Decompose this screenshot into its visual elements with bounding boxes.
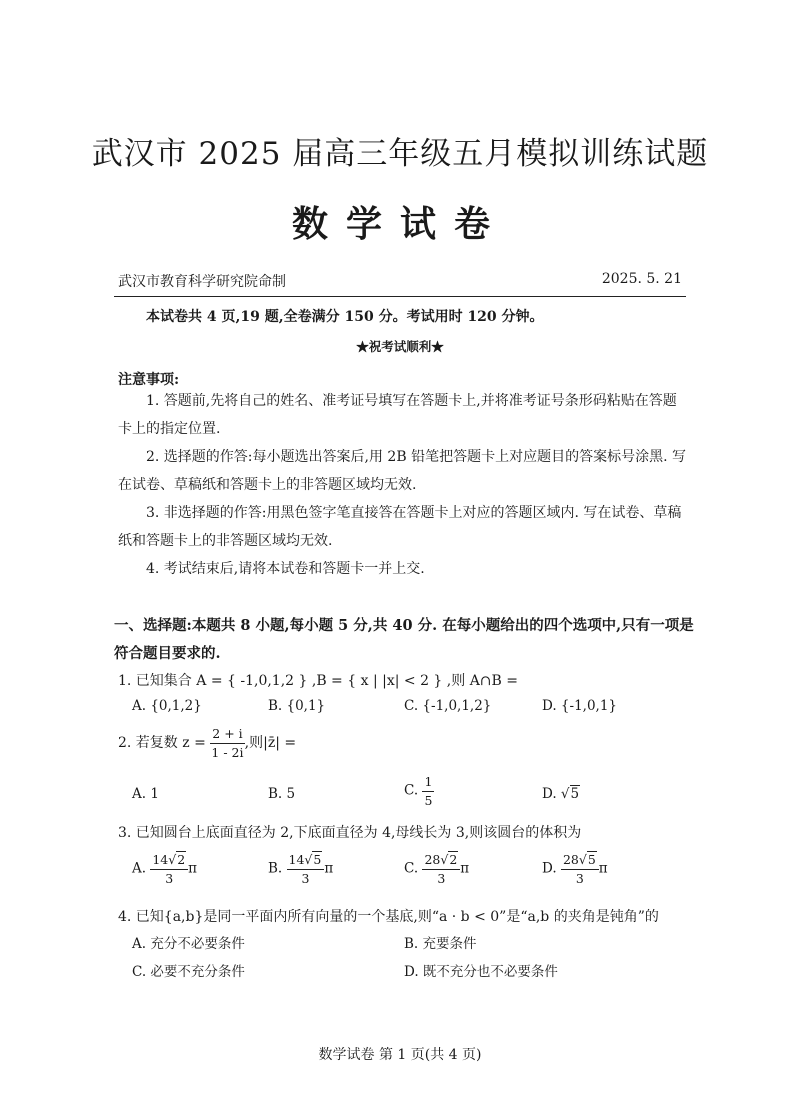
section-heading: 一、选择题:本题共 8 小题,每小题 5 分,共 40 分. 在每小题给出的四个选项中,只有一项是符合题目要求的. (114, 617, 694, 662)
question-4-option-c: C. 必要不充分条件 (132, 964, 245, 980)
exam-date: 2025. 5. 21 (601, 271, 682, 287)
question-3-stem: 3. 已知圆台上底面直径为 2,下底面直径为 4,母线长为 3,则该圆台的体积为 (118, 825, 582, 841)
question-1-stem: 1. 已知集合 A = { -1,0,1,2 } ,B = { x | |x| < 2 } ,则 A∩B = (118, 673, 518, 689)
notice-item: 4. 考试结束后,请将本试卷和答题卡一并上交. (146, 561, 425, 577)
notice-item: 1. 答题前,先将自己的姓名、准考证号填写在答题卡上,并将准考证号条形码粘贴在答题卡上的指定位置. (118, 393, 677, 437)
question-4-option-b: B. 充要条件 (404, 936, 477, 952)
page-footer: 数学试卷 第 1 页(共 4 页) (318, 1047, 482, 1063)
blessing: ★祝考试顺利★ (356, 339, 444, 354)
question-3-option-b: B. $\frac{14√5}{3}$ π (268, 852, 334, 886)
question-1-option-a: A. {0,1,2} (132, 698, 202, 714)
question-3-option-c: C. $\frac{28√2}{3}$ π (404, 852, 470, 886)
question-1-option-d: D. {-1,0,1} (542, 698, 618, 714)
question-1-option-b: B. {0,1} (268, 698, 326, 714)
notice-title: 注意事项: (118, 372, 180, 388)
question-3-option-a: A. $\frac{14√2}{3}$ π (132, 852, 198, 886)
notice-item: 3. 非选择题的作答:用黑色签字笔直接答在答题卡上对应的答题区域内. 写在试卷、草稿纸和答题卡上的非答题区域均无效. (118, 505, 682, 549)
question-2-option-c: C. $\frac{1}{5}$ (404, 774, 433, 808)
question-2-stem: 2. 若复数 z = $\frac{2 + i}{1 - 2i}$ ,则|z̄| = (118, 726, 297, 760)
exam-title: 武汉市 2025 届高三年级五月模拟训练试题 (91, 136, 709, 172)
question-3-option-d: D. $\frac{28√5}{3}$ π (542, 852, 608, 886)
question-1-option-c: C. {-1,0,1,2} (404, 698, 492, 714)
fraction: $\frac{2 + i}{1 - 2i}$ (211, 726, 244, 760)
exam-subtitle: 数学试卷 (291, 203, 508, 245)
question-4-option-a: A. 充分不必要条件 (132, 936, 245, 952)
exam-summary: 本试卷共 4 页,19 题,全卷满分 150 分。考试用时 120 分钟。 (146, 309, 544, 325)
question-2-option-d: D. √5 (542, 786, 580, 802)
issuer: 武汉市教育科学研究院命制 (118, 274, 286, 290)
question-4-stem: 4. 已知{a,b}是同一平面内所有向量的一个基底,则“a · b < 0”是“a,b 的夹角是钝角”的 (118, 909, 659, 925)
question-2-option-b: B. 5 (268, 786, 296, 802)
header-divider (114, 296, 686, 297)
notice-item: 2. 选择题的作答:每小题选出答案后,用 2B 铅笔把答题卡上对应题目的答案标号涂黑. 写在试卷、草稿纸和答题卡上的非答题区域均无效. (118, 449, 686, 493)
question-2-option-a: A. 1 (132, 786, 159, 802)
question-4-option-d: D. 既不充分也不必要条件 (404, 964, 558, 980)
